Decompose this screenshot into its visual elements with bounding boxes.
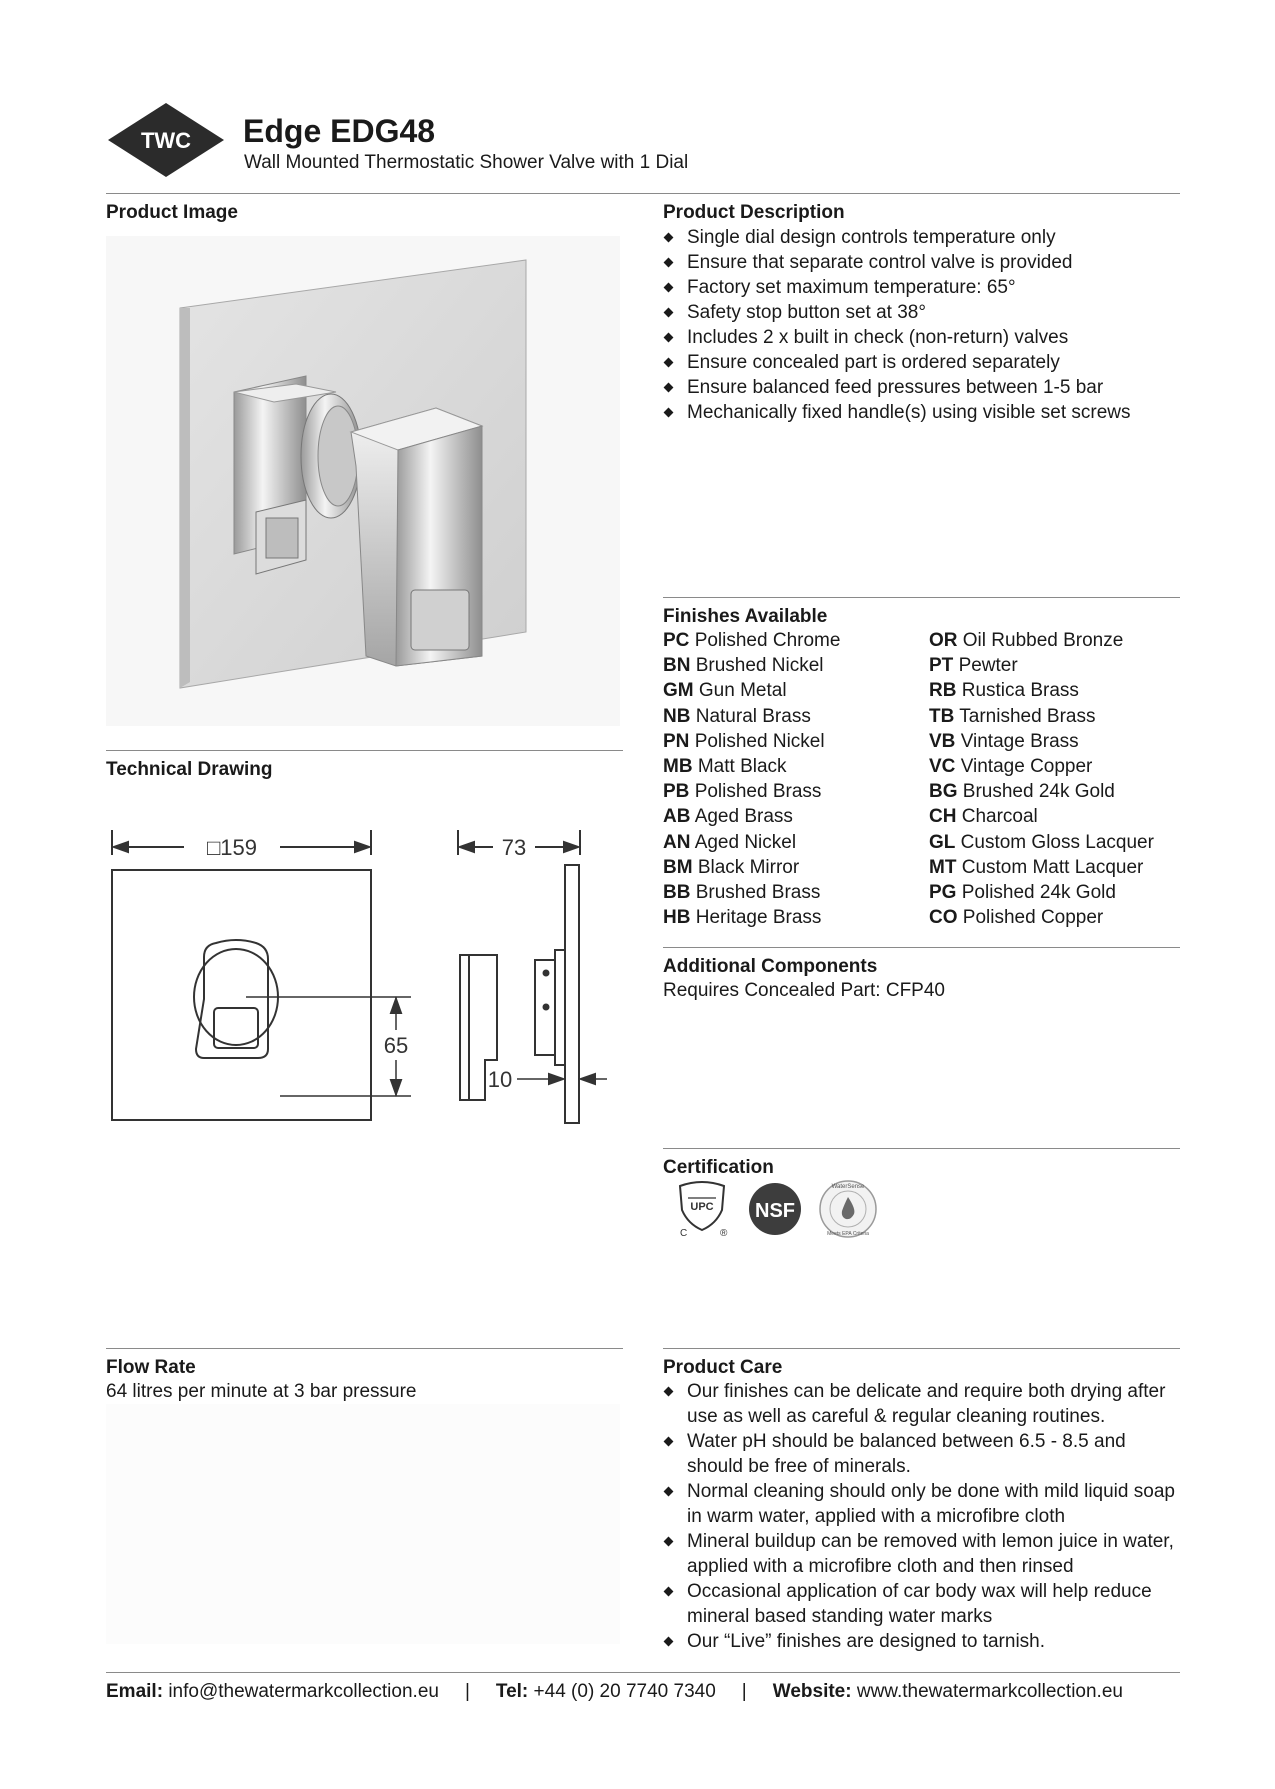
upc-r-text: ® <box>720 1228 728 1238</box>
dim-width-label: □159 <box>207 835 257 860</box>
finish-item: VB Vintage Brass <box>929 730 1079 752</box>
finish-item: HB Heritage Brass <box>663 907 822 929</box>
list-item: Occasional application of car body wax will help reduce mineral based standing water marks <box>663 1579 1183 1629</box>
footer <box>106 1681 1123 1703</box>
finish-item: BG Brushed 24k Gold <box>929 781 1115 803</box>
product-image-heading: Product Image <box>106 202 238 223</box>
flow-rate-text: 64 litres per minute at 3 bar pressure <box>106 1381 417 1402</box>
finish-item: OR Oil Rubbed Bronze <box>929 630 1124 651</box>
additional-heading: Additional Components <box>663 956 878 977</box>
description-list <box>663 225 1183 425</box>
care-list <box>663 1379 1183 1654</box>
watersense-text: WaterSense <box>831 1184 865 1190</box>
upc-c-text: C <box>680 1228 688 1238</box>
finish-item: BM Black Mirror <box>663 856 800 878</box>
finish-item: GM Gun Metal <box>663 680 787 702</box>
header-divider <box>106 193 1180 194</box>
finishes-divider <box>663 947 1180 948</box>
website-link[interactable]: www.thewatermarkcollection.eu <box>856 1681 1123 1702</box>
finish-item: PC Polished Chrome <box>663 630 841 651</box>
list-item: Ensure concealed part is ordered separately <box>663 350 1183 375</box>
drawing-front-view <box>106 825 426 1130</box>
finish-item: AN Aged Nickel <box>663 831 797 853</box>
tel-link[interactable]: +44 (0) 20 7740 7340 <box>533 1681 716 1702</box>
care-divider <box>663 1348 1180 1349</box>
list-item: Mechanically fixed handle(s) using visible set screws <box>663 400 1183 425</box>
list-item: Our “Live” finishes are designed to tarnish. <box>663 1629 1183 1654</box>
finish-item: CH Charcoal <box>929 806 1038 828</box>
finish-item: NB Natural Brass <box>663 705 811 727</box>
flow-divider <box>106 1348 623 1349</box>
list-item: Ensure that separate control valve is provided <box>663 250 1183 275</box>
additional-text: Requires Concealed Part: CFP40 <box>663 980 945 1001</box>
tel-label: Tel: <box>495 1681 529 1702</box>
finish-item: BN Brushed Nickel <box>663 655 824 677</box>
list-item: Ensure balanced feed pressures between 1-5 bar <box>663 375 1183 400</box>
list-item: Our finishes can be delicate and require both drying after use as well as careful & regular cleaning routines. <box>663 1379 1183 1429</box>
list-item: Safety stop button set at 38° <box>663 300 1183 325</box>
finish-item: PT Pewter <box>929 655 1018 677</box>
finish-item: CO Polished Copper <box>929 907 1104 929</box>
upc-text: UPC <box>690 1201 714 1213</box>
finish-item: AB Aged Brass <box>663 806 793 828</box>
list-item: Single dial design controls temperature only <box>663 225 1183 250</box>
footer-divider <box>106 1672 1180 1673</box>
email-link[interactable]: info@thewatermarkcollection.eu <box>168 1681 439 1702</box>
description-heading: Product Description <box>663 202 845 223</box>
nsf-cert-icon <box>748 1182 802 1236</box>
flow-rate-heading: Flow Rate <box>106 1357 196 1378</box>
list-item: Mineral buildup can be removed with lemon juice in water, applied with a microfibre cloth and then rinsed <box>663 1529 1183 1579</box>
dim-depth-label: 73 <box>501 835 527 860</box>
drawing-side-view <box>455 825 615 1130</box>
finish-item: PG Polished 24k Gold <box>929 882 1116 904</box>
brand-logo <box>106 101 226 179</box>
description-divider <box>663 597 1180 598</box>
finish-item: RB Rustica Brass <box>929 680 1079 702</box>
dim-plate-label: 10 <box>487 1067 513 1092</box>
watersense-cert-icon <box>818 1179 878 1239</box>
list-item: Includes 2 x built in check (non-return) valves <box>663 325 1183 350</box>
list-item: Factory set maximum temperature: 65° <box>663 275 1183 300</box>
finish-item: MB Matt Black <box>663 756 787 778</box>
page-title: Edge EDG48 <box>243 113 436 149</box>
watersense-sub-text: Meets EPA Criteria <box>827 1231 869 1237</box>
product-photo <box>106 236 620 726</box>
finish-item: PN Polished Nickel <box>663 730 825 752</box>
dim-height-label: 65 <box>383 1033 409 1058</box>
logo-text: TWC <box>140 128 192 153</box>
footer-separator: | <box>741 1681 747 1702</box>
product-care-heading: Product Care <box>663 1357 783 1378</box>
footer-separator: | <box>464 1681 470 1702</box>
finish-item: BB Brushed Brass <box>663 882 821 904</box>
finishes-heading: Finishes Available <box>663 606 828 627</box>
flow-rate-panel <box>106 1404 620 1644</box>
finish-item: VC Vintage Copper <box>929 756 1093 778</box>
finish-item: MT Custom Matt Lacquer <box>929 856 1144 878</box>
list-item: Normal cleaning should only be done with mild liquid soap in warm water, applied with a microfibre cloth <box>663 1479 1183 1529</box>
additional-divider <box>663 1148 1180 1149</box>
finishes-left-column <box>663 628 840 930</box>
image-divider <box>106 750 623 751</box>
website-label: Website: <box>772 1681 852 1702</box>
finish-item: GL Custom Gloss Lacquer <box>929 831 1154 853</box>
technical-drawing-heading: Technical Drawing <box>106 759 273 780</box>
finish-item: PB Polished Brass <box>663 781 822 803</box>
finishes-right-column <box>929 628 1154 930</box>
upc-cert-icon <box>672 1180 734 1238</box>
certification-heading: Certification <box>663 1157 774 1178</box>
page-subtitle: Wall Mounted Thermostatic Shower Valve with 1 Dial <box>244 152 689 173</box>
list-item: Water pH should be balanced between 6.5 - 8.5 and should be free of minerals. <box>663 1429 1183 1479</box>
finish-item: TB Tarnished Brass <box>929 705 1096 727</box>
nsf-text: NSF <box>755 1200 795 1222</box>
email-label: Email: <box>106 1681 164 1702</box>
